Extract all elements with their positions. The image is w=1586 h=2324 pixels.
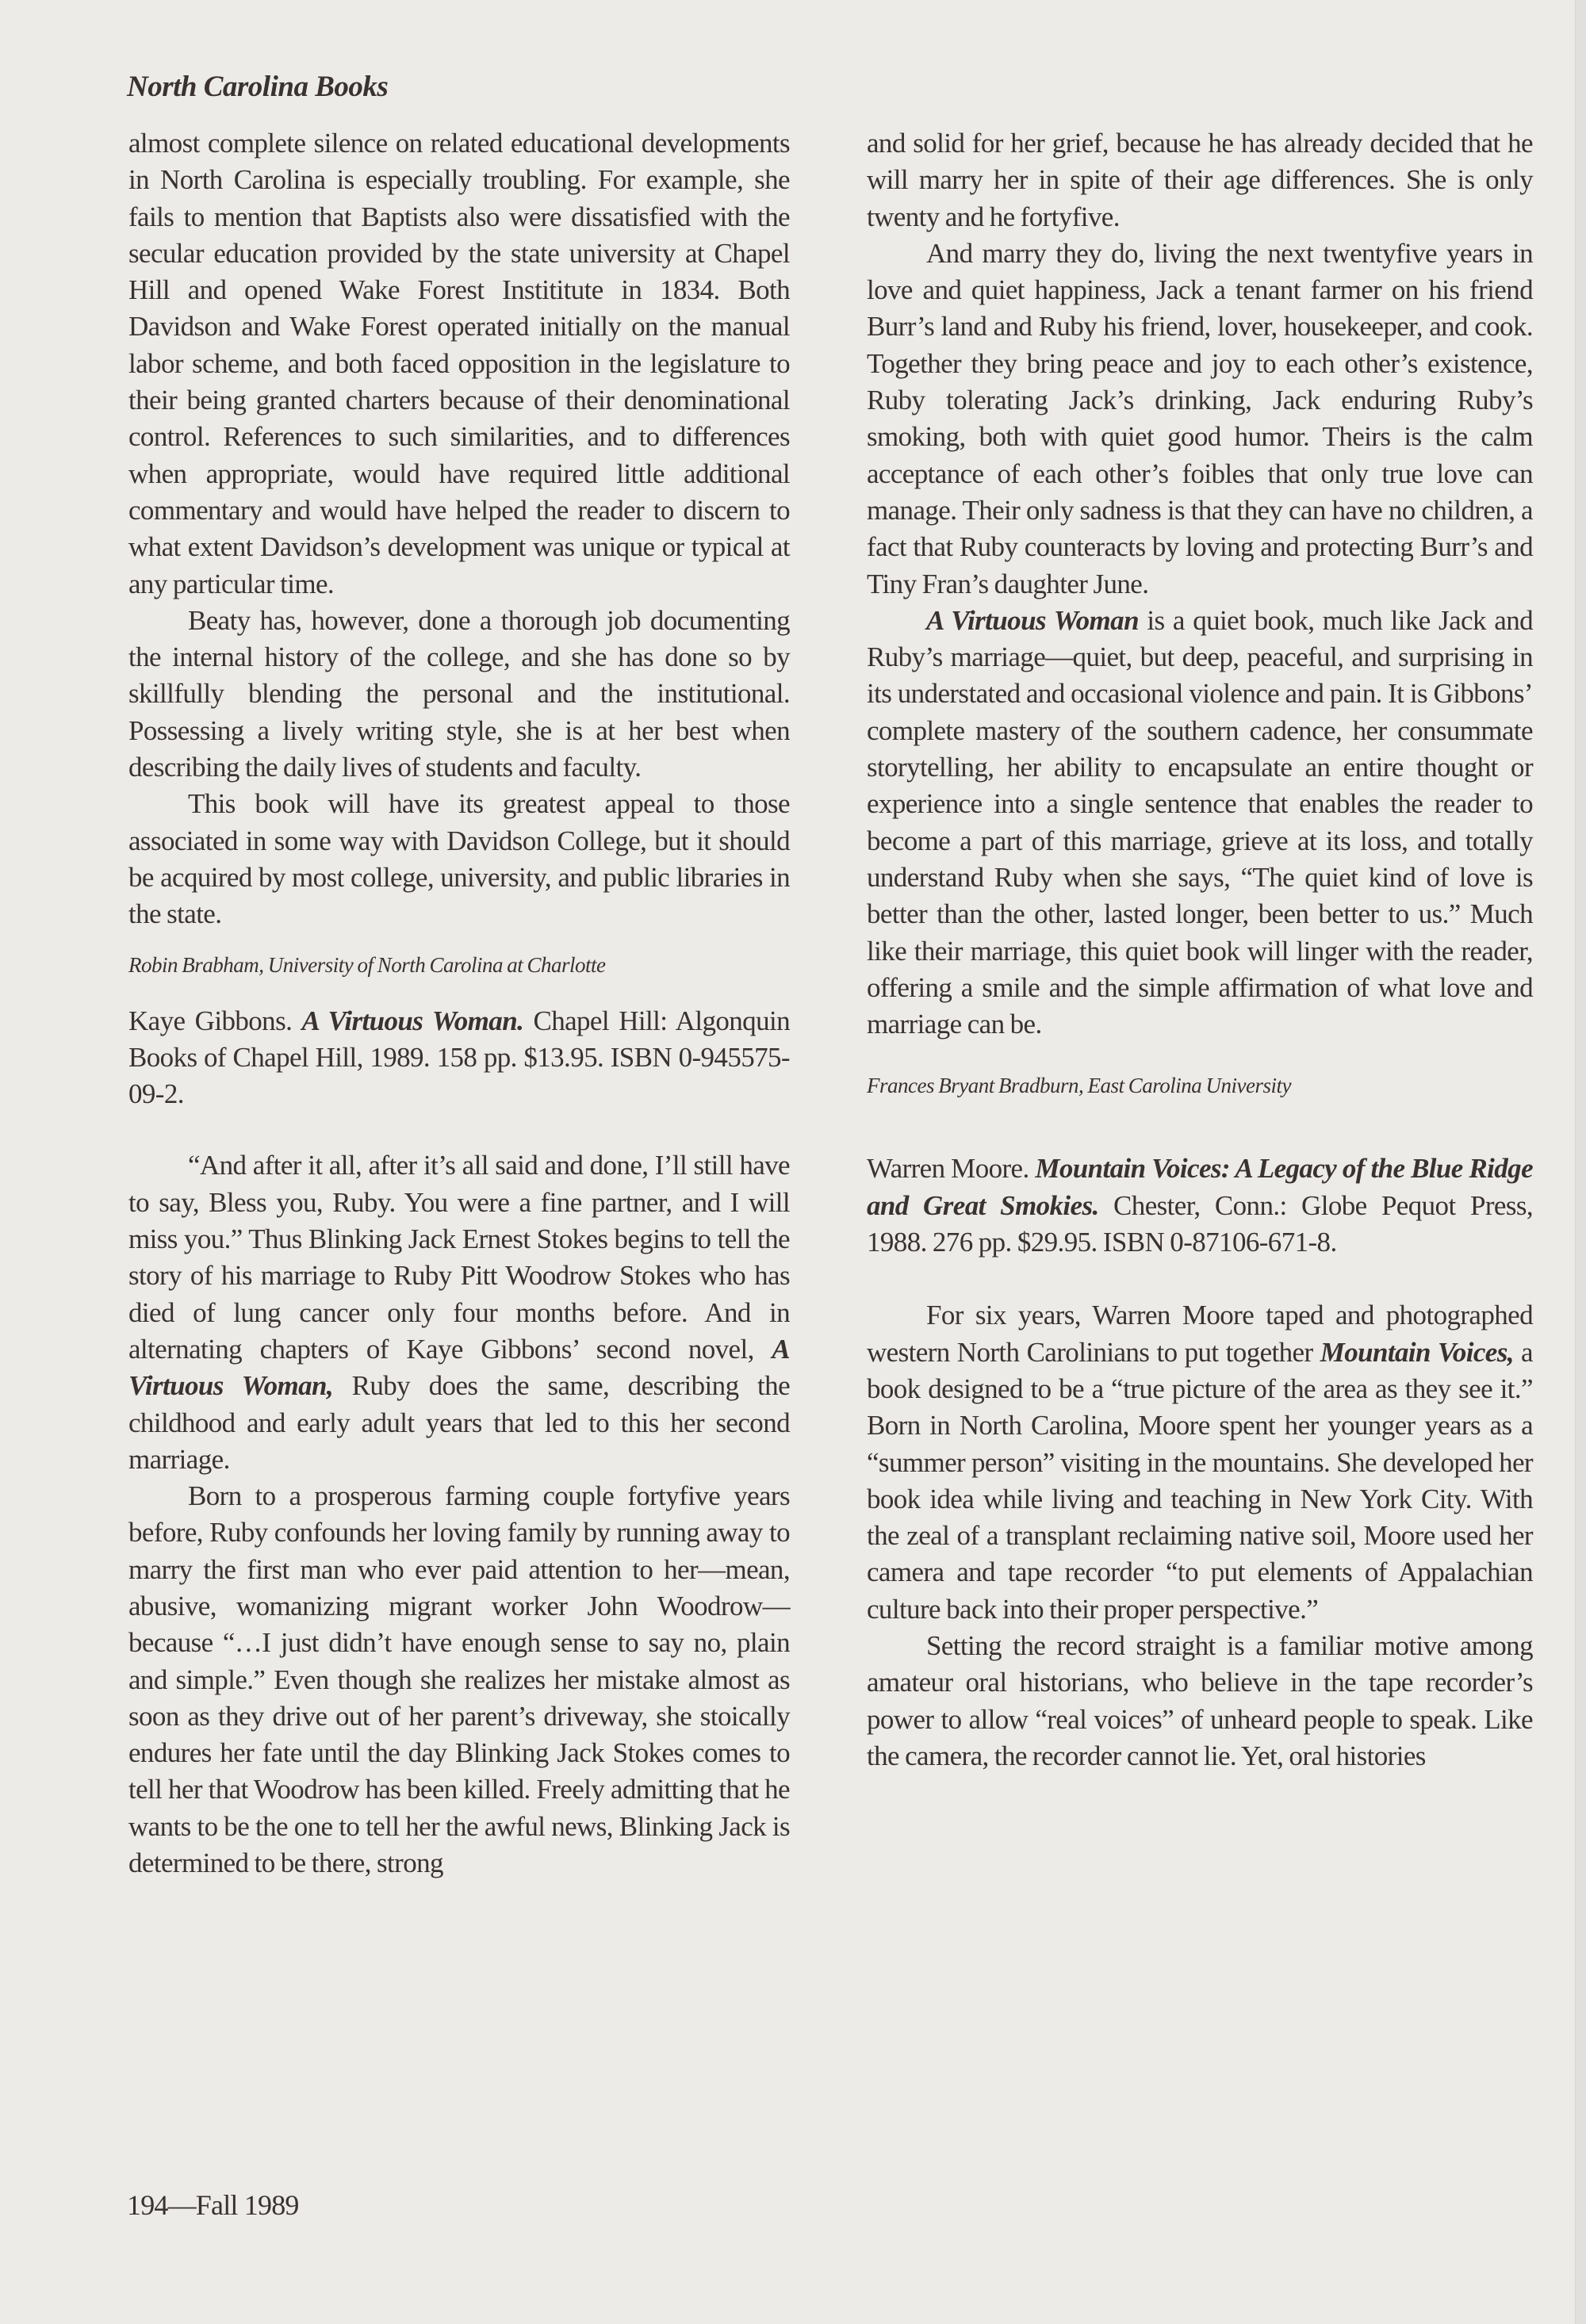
citation-title: Mountain Voices: A Legacy of the Blue Ridge and Great Smokies. [867,1153,1533,1221]
paragraph: And marry they do, living the next twentyfive years in love and quiet happiness, Jack a tenant farmer on his friend Burr’s land and Ruby his friend, lover, housekeeper, and cook. Together they bring peace and joy to each other’s existence, Ruby tolerating Jack’s drinking, Jack enduring Ruby’s smoking, both with quiet good humor. Theirs is the calm acceptance of each other’s foibles that only true love can manage. Their only sadness is that they can have no children, a fact that Ruby counteracts by loving and protecting Burr’s and Tiny Fran’s daughter June. [867,237,1533,599]
right-column [867,125,1533,1775]
book-citation [128,1003,790,1113]
running-head: North Carolina Books [127,71,389,103]
page-edge [1575,0,1586,2324]
book-title: A Virtuous Woman [926,604,1139,636]
citation-author: Warren Moore. [867,1153,1029,1185]
paragraph: This book will have its greatest appeal to those associated in some way with Davidson College, but it should be acquired by most college, university, and public libraries in the state. [128,788,790,930]
paragraph: Born to a prosperous farming couple fortyfive years before, Ruby confounds her loving family by running away to marry the first man who ever paid attention to her—mean, abusive, womanizing migrant worker John Woodrow—because “…I just didn’t have enough sense to say no, plain and simple.” Even though she realizes her mistake almost as soon as they drive out of her parent’s driveway, she stoically endures her fate until the day Blinking Jack Stokes comes to tell her that Woodrow has been killed. Freely admitting that he wants to be the one to tell her the awful news, Blinking Jack is determined to be there, strong [128,1480,790,1879]
book-title: Mountain Voices, [1320,1336,1514,1368]
page-footer: 194—Fall 1989 [127,2189,299,2221]
citation-title: A Virtuous Woman. [301,1005,524,1036]
paragraph: A Virtuous Woman is a quiet book, much like Jack and Ruby’s marriage—quiet, but deep, peaceful, and surprising in its understated and occasional violence and pain. It is Gibbons’ complete mastery of the southern cadence, her consummate storytelling, her ability to encapsulate an entire thought or experience into a single sentence that enables the reader to become a part of this marriage, grieve at its loss, and totally understand Ruby when she says, “The quiet kind of love is better than the other, lasted longer, been better to us.” Much like their marriage, this quiet book will linger with the reader, offering a smile and the simple affirmation of what love and marriage can be. [867,604,1533,1040]
left-column [128,125,790,1882]
paragraph: and solid for her grief, because he has already decided that he will marry her in spite of their age differences. She is only twenty and he fortyfive. [867,128,1533,232]
paragraph: “And after it all, after it’s all said and done, I’ll still have to say, Bless you, Ruby. You were a fine partner, and I will miss you.” Thus Blinking Jack Ernest Stokes begins to tell the story of his marriage to Ruby Pitt Woodrow Stokes who has died of lung cancer only four months before. And in alternating chapters of Kaye Gibbons’ second novel, A Virtuous Woman, Ruby does the same, describing the childhood and early adult years that led to this her second marriage. [128,1150,790,1475]
book-title: A Virtuous Woman, [128,1333,790,1402]
paragraph: almost complete silence on related educational developments in North Carolina is especially troubling. For example, she fails to mention that Baptists also were dissatisfied with the secular education provided by the state university at Chapel Hill and opened Wake Forest Instititute in 1834. Both Davidson and Wake Forest operated initially on the manual labor scheme, and both faced opposition in the legislature to their being granted charters because of their denominational control. References to such similarities, and to differences when appropriate, would have required little additional commentary and would have helped the reader to discern to what extent Davidson’s development was unique or typical at any particular time. [128,128,790,599]
paragraph: Setting the record straight is a familiar motive among amateur oral historians, who believe in the tape recorder’s power to allow “real voices” of unheard people to speak. Like the camera, the recorder cannot lie. Yet, oral histories [867,1629,1533,1771]
citation-details: Chester, Conn.: Globe Pequot Press, 1988. 276 pp. $29.95. ISBN 0-87106-671-8. [867,1189,1534,1258]
book-citation [867,1151,1533,1261]
citation-author: Kaye Gibbons. [128,1005,293,1036]
reviewer-signature: Robin Brabham, University of North Carolina at Charlotte [128,952,606,977]
paragraph: For six years, Warren Moore taped and photographed western North Carolinians to put together Mountain Voices, a book designed to be a “true picture of the area as they see it.” Born in North Carolina, Moore spent her younger years as a “summer person” visiting in the mountains. She developed her book idea while living and teaching in New York City. With the zeal of a transplant reclaiming native soil, Moore used her camera and tape recorder “to put elements of Appalachian culture back into their proper perspective.” [867,1300,1533,1625]
citation-details: Chapel Hill: Algonquin Books of Chapel Hill, 1989. 158 pp. $13.95. ISBN 0-945575-09-2. [128,1005,791,1110]
paragraph: Beaty has, however, done a thorough job documenting the internal history of the college, and she has done so by skillfully blending the personal and the institutional. Possessing a lively writing style, she is at her best when describing the daily lives of students and faculty. [128,604,790,783]
reviewer-signature: Frances Bryant Bradburn, East Carolina University [867,1074,1291,1098]
